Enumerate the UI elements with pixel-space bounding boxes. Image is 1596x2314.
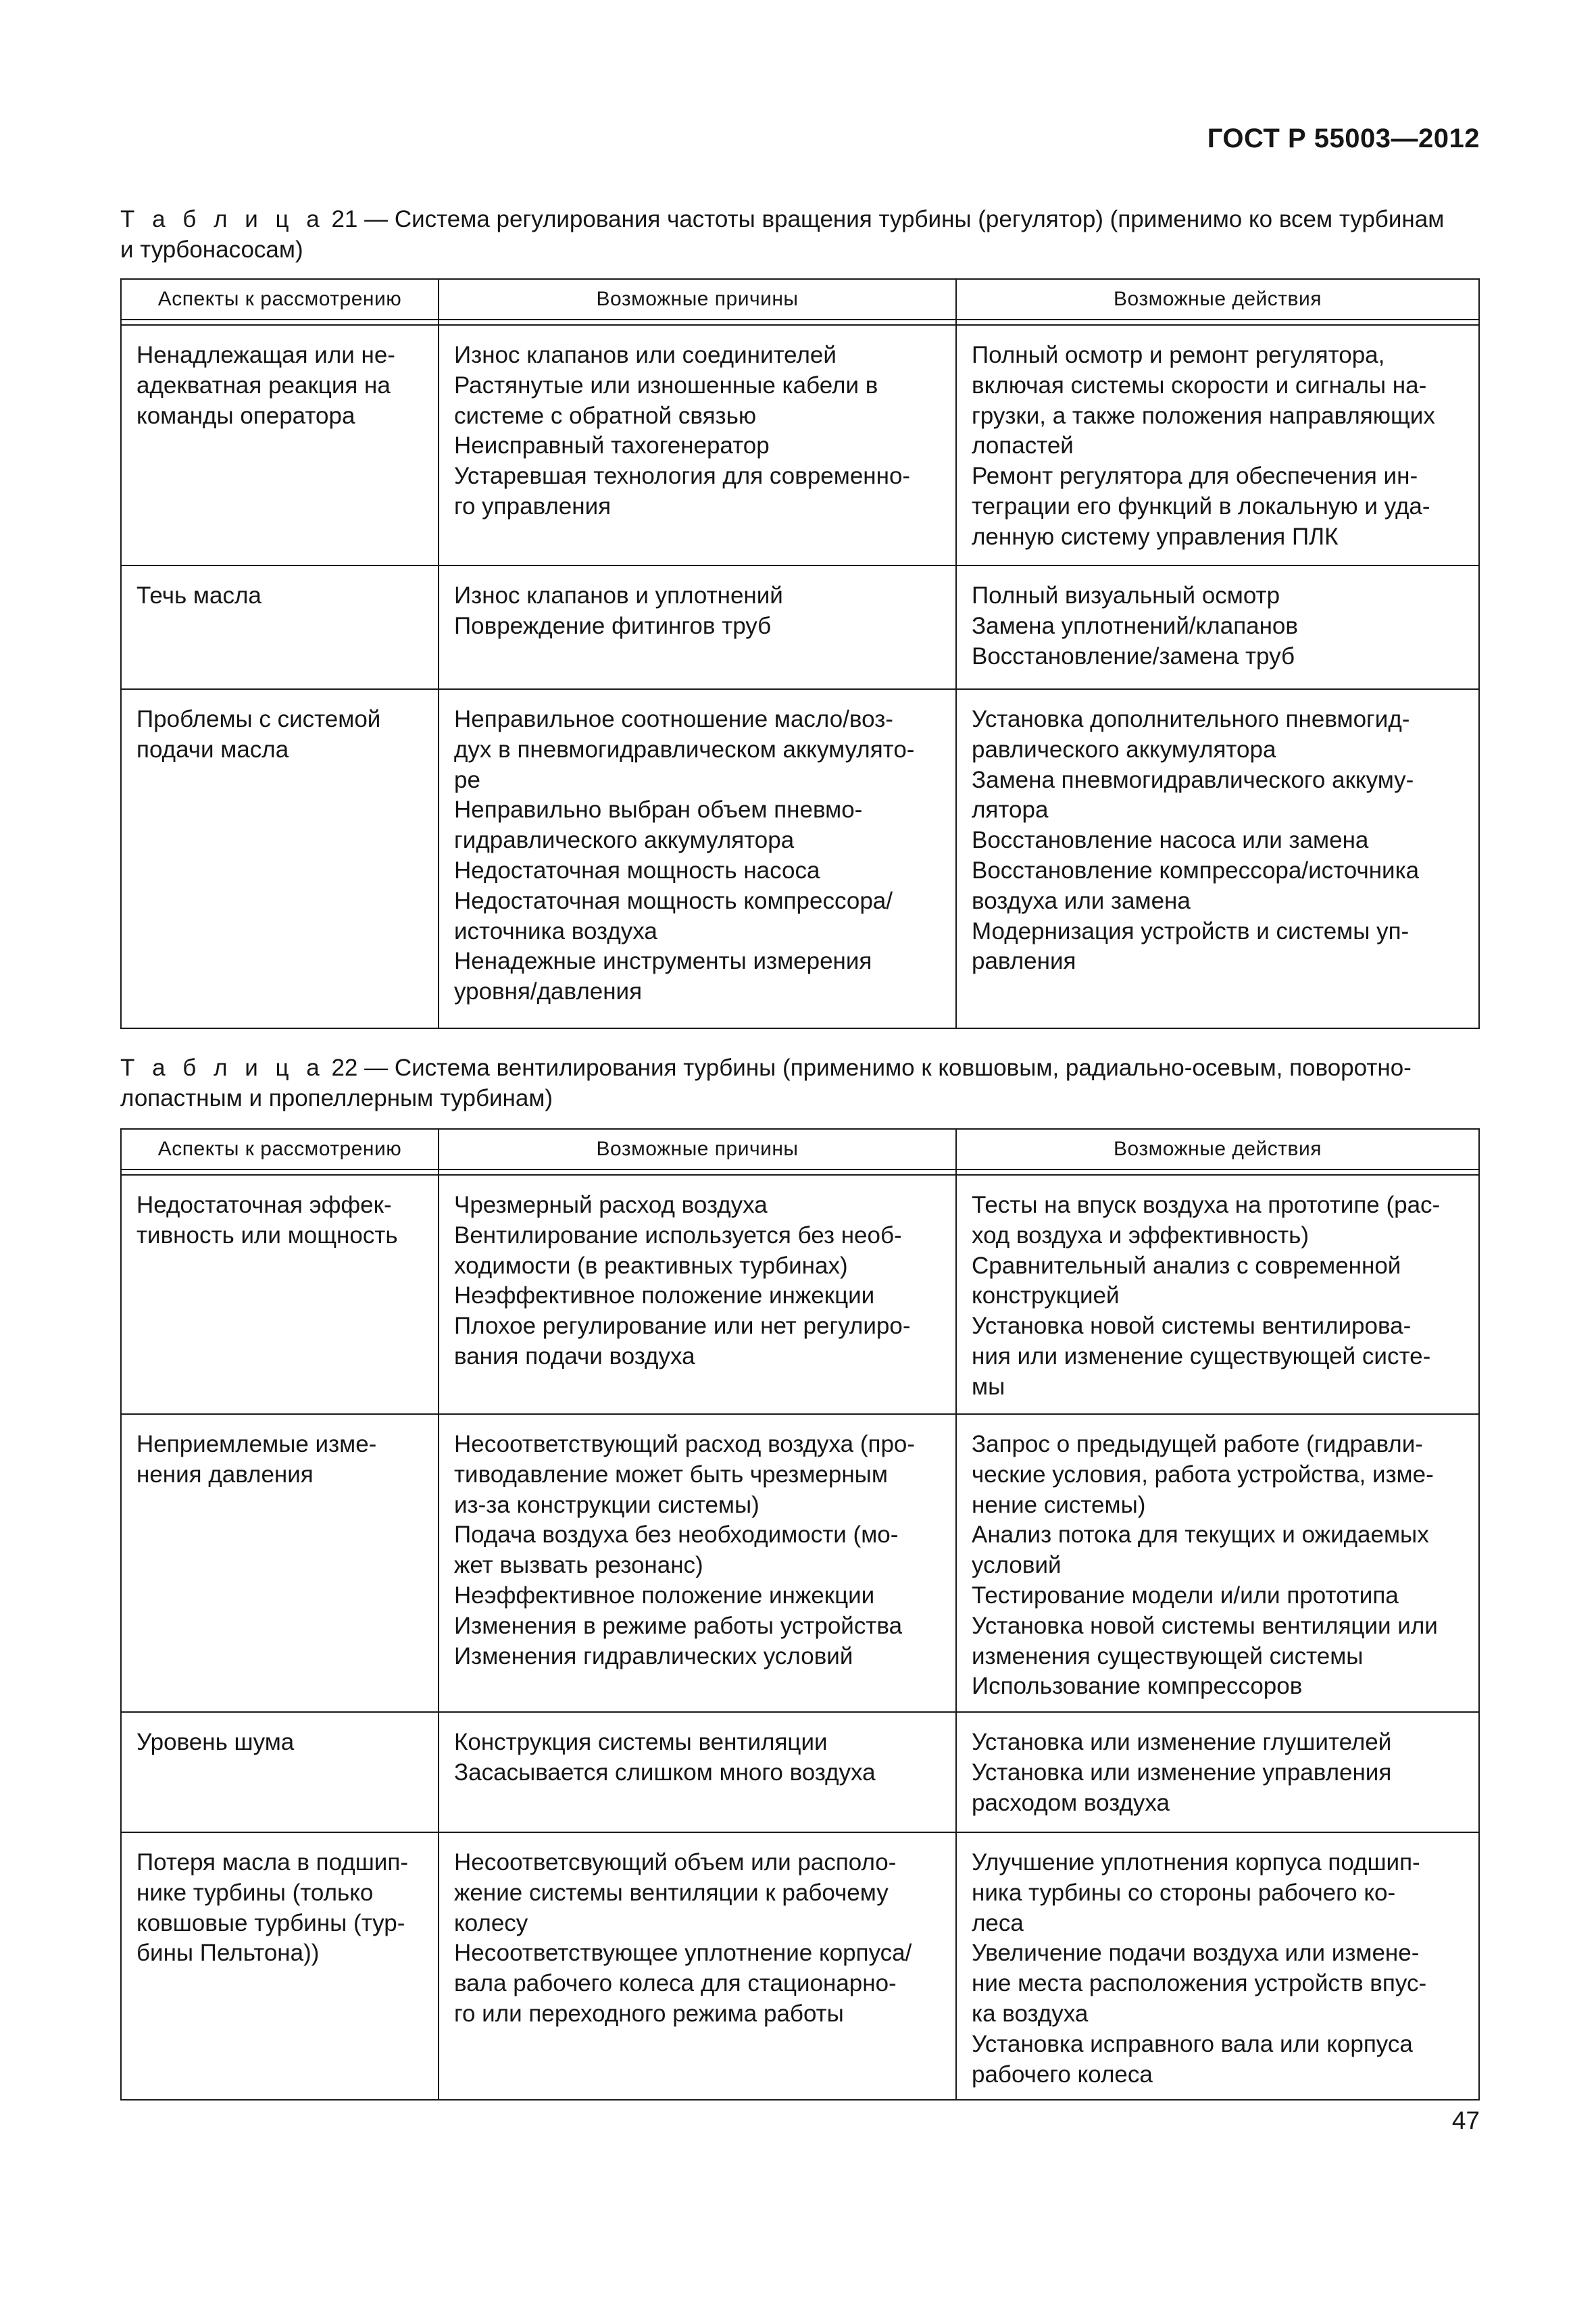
cell-causes — [439, 325, 956, 565]
cell-line: Износ клапанов и уплотнений — [454, 582, 783, 609]
cell-aspect — [121, 689, 439, 1028]
cell-line: Несоответствующий расход воздуха (про- — [454, 1431, 916, 1457]
cell-line: Установка исправного вала или корпуса — [972, 2030, 1413, 2057]
header-actions: Возможные действия — [956, 279, 1479, 320]
cell-line: го управления — [454, 493, 612, 520]
table-21-caption — [120, 204, 1480, 265]
cell-line: Установка дополнительного пневмогид- — [972, 706, 1410, 732]
cell-line: Износ клапанов или соединителей — [454, 342, 837, 368]
cell-line: Недостаточная эффек- — [136, 1192, 392, 1218]
cell-line: Неправильное соотношение масло/воз- — [454, 706, 893, 732]
table-row — [121, 689, 1479, 1028]
header-aspects: Аспекты к рассмотрению — [121, 279, 439, 320]
table-header-row — [121, 1129, 1479, 1169]
table-21 — [120, 278, 1480, 1029]
cell-aspect — [121, 1175, 439, 1414]
cell-line: Проблемы с системой — [136, 706, 381, 732]
cell-line: нике турбины (только — [136, 1879, 374, 1906]
cell-line: Недостаточная мощность компрессора/ — [454, 887, 893, 914]
cell-line: Улучшение уплотнения корпуса подшип- — [972, 1849, 1420, 1876]
cell-line: ческие условия, работа устройства, изме- — [972, 1461, 1434, 1488]
cell-line: из-за конструкции системы) — [454, 1491, 759, 1518]
cell-line: Неэффективное положение инжекции — [454, 1582, 875, 1609]
cell-line: Полный визуальный осмотр — [972, 582, 1280, 609]
cell-aspect — [121, 325, 439, 565]
cell-line: Замена пневмогидравлического аккуму- — [972, 766, 1414, 793]
page-number: 47 — [1451, 2107, 1480, 2134]
cell-line: лятора — [972, 797, 1049, 824]
cell-line: уровня/давления — [454, 978, 643, 1005]
cell-line: гидравлического аккумулятора — [454, 827, 795, 854]
cell-line: Несоответсвующий объем или располо- — [454, 1849, 897, 1876]
cell-line: ленную систему управления ПЛК — [972, 523, 1339, 550]
cell-line: Восстановление компрессора/источника — [972, 857, 1420, 884]
cell-line: Течь масла — [136, 582, 261, 609]
caption-line-2: и турбонасосам) — [120, 236, 303, 263]
cell-line: Ненадлежащая или не- — [136, 342, 395, 368]
cell-line: ние места расположения устройств впус- — [972, 1970, 1427, 1997]
cell-actions — [956, 1175, 1479, 1414]
table-row — [121, 565, 1479, 689]
cell-line: Модернизация устройств и системы уп- — [972, 917, 1410, 945]
cell-line: воздуха или замена — [972, 887, 1191, 914]
table-row — [121, 1414, 1479, 1712]
cell-line: Чрезмерный расход воздуха — [454, 1192, 768, 1218]
cell-line: условий — [972, 1552, 1062, 1579]
header-aspects: Аспекты к рассмотрению — [121, 1129, 439, 1169]
cell-line: нения давления — [136, 1461, 314, 1488]
cell-actions — [956, 1832, 1479, 2100]
table-header-row — [121, 279, 1479, 320]
cell-line: Анализ потока для текущих и ожидаемых — [972, 1521, 1429, 1549]
cell-line: Установка новой системы вентиляции или — [972, 1612, 1438, 1639]
cell-line: расходом воздуха — [972, 1789, 1170, 1816]
cell-line: Установка или изменение глушителей — [972, 1729, 1392, 1755]
cell-line: Вентилирование используется без необ- — [454, 1222, 902, 1249]
caption-prefix: Т а б л и ц а — [120, 206, 325, 232]
cell-line: Восстановление насоса или замена — [972, 827, 1369, 854]
cell-line: жет вызвать резонанс) — [454, 1552, 703, 1579]
cell-line: равлического аккумулятора — [972, 736, 1276, 763]
cell-line: Неприемлемые изме- — [136, 1431, 377, 1457]
cell-line: Повреждение фитингов труб — [454, 612, 772, 639]
cell-line: Использование компрессоров — [972, 1673, 1303, 1700]
cell-line: колесу — [454, 1909, 528, 1936]
cell-line: ход воздуха и эффективность) — [972, 1222, 1310, 1249]
cell-causes — [439, 1832, 956, 2100]
cell-line: ре — [454, 766, 480, 793]
cell-line: го или переходного режима работы — [454, 2000, 844, 2027]
cell-line: Неисправный тахогенератор — [454, 432, 770, 459]
cell-actions — [956, 689, 1479, 1028]
cell-line: Неправильно выбран объем пневмо- — [454, 797, 863, 824]
cell-line: ка воздуха — [972, 2000, 1089, 2027]
cell-line: Запрос о предыдущей работе (гидравли- — [972, 1431, 1423, 1457]
cell-causes — [439, 689, 956, 1028]
header-actions: Возможные действия — [956, 1129, 1479, 1169]
cell-causes — [439, 565, 956, 689]
cell-line: Конструкция системы вентиляции — [454, 1729, 828, 1755]
cell-line: бины Пельтона)) — [136, 1940, 320, 1967]
cell-aspect — [121, 1712, 439, 1832]
cell-line: адекватная реакция на — [136, 372, 391, 399]
cell-line: Изменения в режиме работы устройства — [454, 1612, 903, 1639]
cell-line: Засасывается слишком много воздуха — [454, 1759, 876, 1786]
cell-line: Установка или изменение управления — [972, 1759, 1392, 1786]
cell-line: Потеря масла в подшип- — [136, 1849, 408, 1876]
header-causes: Возможные причины — [439, 279, 956, 320]
cell-causes — [439, 1712, 956, 1832]
cell-line: мы — [972, 1373, 1005, 1400]
cell-line: Несоответствующее уплотнение корпуса/ — [454, 1940, 912, 1967]
cell-line: вала рабочего колеса для стационарно- — [454, 1970, 897, 1997]
cell-line: Увеличение подачи воздуха или измене- — [972, 1940, 1420, 1967]
cell-line: Ненадежные инструменты измерения — [454, 948, 872, 975]
caption-line-1: 22 — Система вентилирования турбины (применимо к ковшовым, радиально-осевым, поворотно- — [331, 1055, 1412, 1081]
cell-line: изменения существующей системы — [972, 1642, 1364, 1669]
cell-line: Сравнительный анализ с современной — [972, 1252, 1401, 1279]
cell-line: лопастей — [972, 432, 1074, 459]
cell-line: тиводавление может быть чрезмерным — [454, 1461, 888, 1488]
table-22-caption — [120, 1053, 1480, 1113]
cell-line: системе с обратной связью — [454, 402, 757, 429]
cell-causes — [439, 1414, 956, 1712]
cell-line: Недостаточная мощность насоса — [454, 857, 820, 884]
cell-line: Уровень шума — [136, 1729, 295, 1755]
cell-line: включая системы скорости и сигналы на- — [972, 372, 1427, 399]
cell-line: нение системы) — [972, 1491, 1146, 1518]
cell-line: Тестирование модели и/или прототипа — [972, 1582, 1399, 1609]
table-row — [121, 1175, 1479, 1414]
header-causes: Возможные причины — [439, 1129, 956, 1169]
cell-aspect — [121, 1832, 439, 2100]
table-22 — [120, 1128, 1480, 2101]
cell-line: теграции его функций в локальную и уда- — [972, 493, 1430, 520]
cell-aspect — [121, 565, 439, 689]
cell-line: ния или изменение существующей систе- — [972, 1342, 1431, 1369]
cell-line: ника турбины со стороны рабочего ко- — [972, 1879, 1396, 1906]
cell-line: рабочего колеса — [972, 2061, 1153, 2088]
caption-line-1: 21 — Система регулирования частоты вращения турбины (регулятор) (применимо ко всем турбинам — [331, 206, 1445, 232]
cell-line: Подача воздуха без необходимости (мо- — [454, 1521, 899, 1549]
cell-causes — [439, 1175, 956, 1414]
cell-line: Тесты на впуск воздуха на прототипе (рас- — [972, 1192, 1441, 1218]
cell-line: вания подачи воздуха — [454, 1342, 695, 1369]
table-row — [121, 1712, 1479, 1832]
cell-actions — [956, 565, 1479, 689]
cell-line: ходимости (в реактивных турбинах) — [454, 1252, 848, 1279]
cell-line: Установка новой системы вентилирова- — [972, 1313, 1412, 1340]
cell-actions — [956, 1414, 1479, 1712]
cell-line: тивность или мощность — [136, 1222, 398, 1249]
cell-line: Полный осмотр и ремонт регулятора, — [972, 342, 1385, 368]
cell-actions — [956, 325, 1479, 565]
cell-line: подачи масла — [136, 736, 289, 763]
cell-line: Растянутые или изношенные кабели в — [454, 372, 878, 399]
caption-prefix: Т а б л и ц а — [120, 1055, 325, 1081]
cell-line: Восстановление/замена труб — [972, 643, 1295, 670]
cell-line: Плохое регулирование или нет регулиро- — [454, 1313, 911, 1340]
cell-line: грузки, а также положения направляющих — [972, 402, 1435, 429]
document-header: ГОСТ Р 55003—2012 — [1207, 124, 1480, 153]
cell-line: Устаревшая технология для современно- — [454, 463, 911, 490]
cell-line: Замена уплотнений/клапанов — [972, 612, 1298, 639]
cell-line: дух в пневмогидравлическом аккумулято- — [454, 736, 915, 763]
cell-line: конструкцией — [972, 1282, 1120, 1309]
cell-actions — [956, 1712, 1479, 1832]
cell-line: жение системы вентиляции к рабочему — [454, 1879, 889, 1906]
cell-line: команды оператора — [136, 402, 355, 429]
caption-line-2: лопастным и пропеллерным турбинам) — [120, 1085, 553, 1111]
cell-line: ковшовые турбины (тур- — [136, 1909, 405, 1936]
table-row — [121, 325, 1479, 565]
cell-line: Изменения гидравлических условий — [454, 1642, 853, 1669]
cell-line: Неэффективное положение инжекции — [454, 1282, 875, 1309]
cell-line: источника воздуха — [454, 917, 657, 945]
cell-line: Ремонт регулятора для обеспечения ин- — [972, 463, 1418, 490]
cell-line: леса — [972, 1909, 1024, 1936]
cell-line: равления — [972, 948, 1076, 975]
table-row — [121, 1832, 1479, 2100]
cell-aspect — [121, 1414, 439, 1712]
